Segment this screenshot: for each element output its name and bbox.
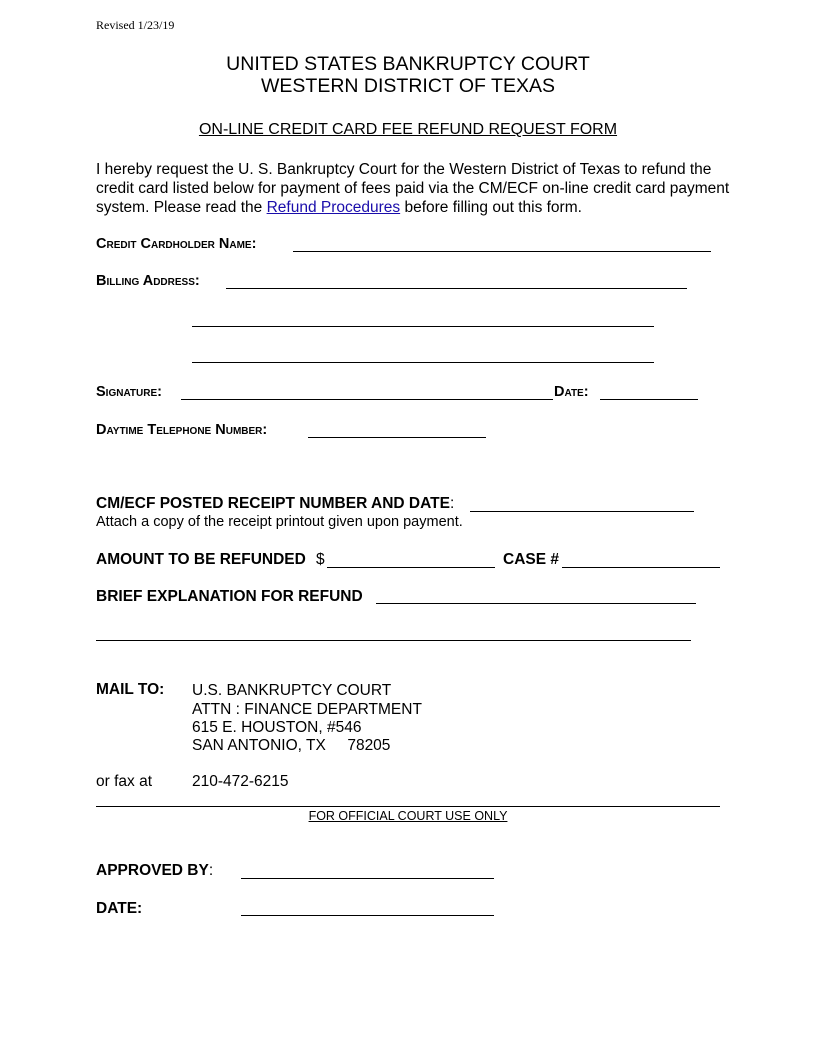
explanation-field-1[interactable] — [376, 603, 696, 604]
cardholder-name-label: Credit Cardholder Name: — [96, 236, 257, 252]
approved-by-label-text: APPROVED BY — [96, 862, 209, 879]
mail-address-line-4: SAN ANTONIO, TX 78205 — [192, 737, 391, 754]
revised-date: Revised 1/23/19 — [96, 18, 175, 32]
refund-procedures-link[interactable]: Refund Procedures — [266, 199, 401, 216]
receipt-label-colon: : — [449, 495, 455, 512]
intro-text-before: I hereby request the U. S. Bankruptcy Court for the Western District of Texas to refund the credit card listed below for payment of fees paid via the CM/ECF on-line credit card payment system. Please read the — [96, 161, 730, 216]
official-use-heading — [0, 809, 816, 823]
approved-by-label — [96, 862, 213, 880]
signature-field[interactable] — [181, 399, 553, 400]
dollar-sign: $ — [316, 551, 325, 568]
daytime-phone-field[interactable] — [308, 437, 486, 438]
official-date-field[interactable] — [241, 915, 494, 916]
cardholder-name-field[interactable] — [293, 251, 711, 252]
billing-address-line-2[interactable] — [192, 326, 654, 327]
section-divider — [96, 806, 720, 807]
billing-address-line-3[interactable] — [192, 362, 654, 363]
official-date-label: DATE: — [96, 900, 143, 917]
daytime-phone-label: Daytime Telephone Number: — [96, 422, 268, 438]
signature-label: Signature: — [96, 384, 162, 400]
date-label: Date: — [554, 384, 589, 400]
approved-by-colon: : — [208, 862, 214, 879]
receipt-label-text: CM/ECF POSTED RECEIPT NUMBER AND DATE — [96, 495, 450, 512]
court-name: UNITED STATES BANKRUPTCY COURT — [226, 53, 590, 75]
mail-address-line-3: 615 E. HOUSTON, #546 — [192, 719, 362, 736]
receipt-note: Attach a copy of the receipt printout given upon payment. — [96, 514, 463, 530]
receipt-label — [96, 495, 454, 513]
case-field[interactable] — [562, 567, 720, 568]
intro-paragraph — [96, 160, 736, 217]
form-title — [0, 121, 816, 139]
billing-address-label: Billing Address: — [96, 273, 200, 289]
mail-address-line-2: ATTN : FINANCE DEPARTMENT — [192, 701, 422, 718]
mail-to-label: MAIL TO: — [96, 681, 165, 698]
fax-number: 210-472-6215 — [192, 773, 289, 790]
official-use-heading-text: FOR OFFICIAL COURT USE ONLY — [308, 809, 508, 823]
explanation-label: BRIEF EXPLANATION FOR REFUND — [96, 588, 363, 605]
receipt-field[interactable] — [470, 511, 694, 512]
explanation-field-2[interactable] — [96, 640, 691, 641]
fax-label: or fax at — [96, 773, 152, 790]
approved-by-field[interactable] — [241, 878, 494, 879]
amount-field[interactable] — [327, 567, 495, 568]
court-district: WESTERN DISTRICT OF TEXAS — [261, 75, 555, 97]
intro-text-after: before filling out this form. — [400, 199, 582, 216]
mail-address-line-1: U.S. BANKRUPTCY COURT — [192, 682, 392, 699]
date-field[interactable] — [600, 399, 698, 400]
case-label: CASE # — [503, 551, 559, 568]
form-title-text: ON-LINE CREDIT CARD FEE REFUND REQUEST FORM — [198, 121, 618, 138]
billing-address-line-1[interactable] — [226, 288, 687, 289]
amount-label: AMOUNT TO BE REFUNDED — [96, 551, 306, 568]
